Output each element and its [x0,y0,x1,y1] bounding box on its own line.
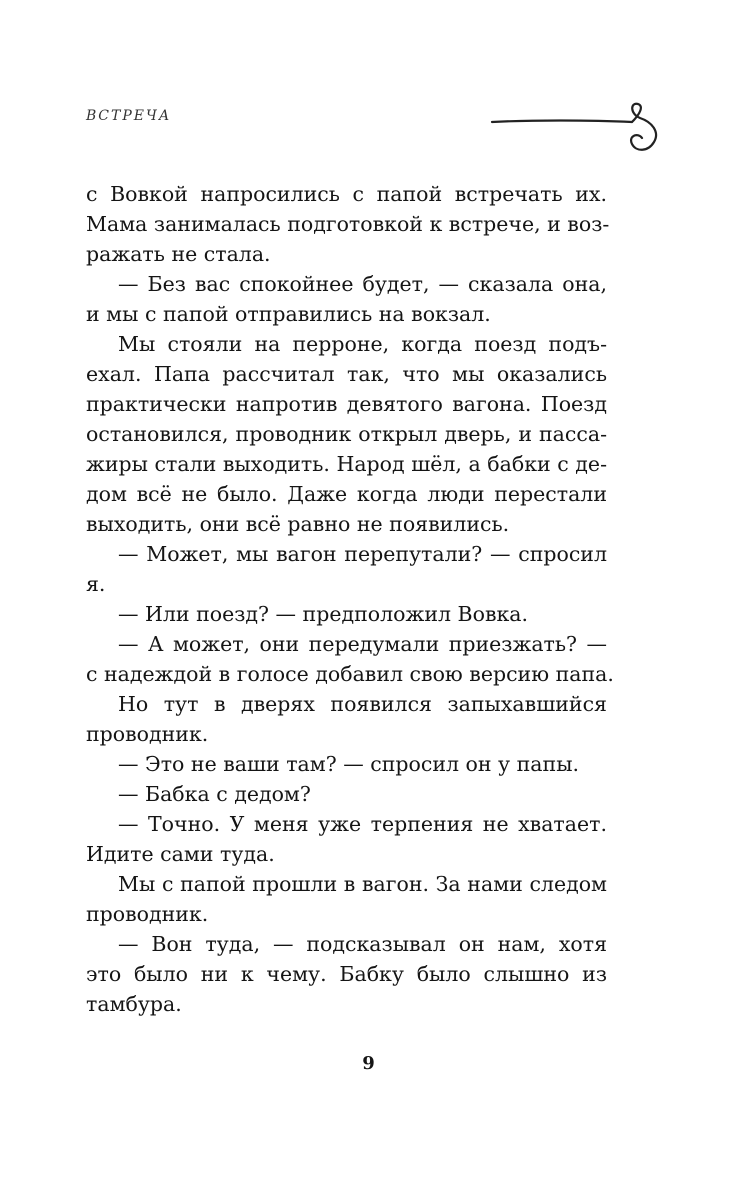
text-line: — Вон туда, — подсказывал он нам, хотя [118,932,607,956]
text-line: ражать не стала. [86,242,271,266]
text-line: тамбура. [86,992,182,1016]
text-line: — А может, они передумали приезжать? — [118,632,607,656]
text-line: Но тут в дверях появился запыхавшийся [118,692,607,716]
text-line: — Это не ваши там? — спросил он у папы. [118,752,580,776]
text-line: практически напротив девятого вагона. Поезд [86,392,607,416]
text-line: я. [86,572,106,596]
swirl-ornament-icon [490,100,670,160]
text-line: Идите сами туда. [86,842,275,866]
text-line: Мы стояли на перроне, когда поезд подъ- [118,332,607,356]
text-line: и мы с папой отправились на вокзал. [86,302,491,326]
text-line: с Вовкой напросились с папой встречать их. [86,182,607,206]
text-line: с надеждой в голосе добавил свою версию папа. [86,662,614,686]
text-line: — Может, мы вагон перепутали? — спросил [118,542,607,566]
text-line: — Или поезд? — предположил Вовка. [118,602,529,626]
text-line: — Точно. У меня уже терпения не хватает. [118,812,607,836]
text-line: остановился, проводник открыл дверь, и пасса- [86,422,607,446]
text-line: ехал. Папа рассчитал так, что мы оказались [86,362,607,386]
page-number: 9 [362,1053,375,1074]
text-line: Мама занималась подготовкой к встрече, и воз- [86,212,610,236]
text-line: проводник. [86,722,209,746]
body-text [86,179,614,1019]
text-line: — Бабка с дедом? [118,782,311,806]
text-line: выходить, они всё равно не появились. [86,512,510,536]
text-line: это было ни к чему. Бабку было слышно из [86,962,607,986]
text-line: дом всё не было. Даже когда люди перестали [86,482,607,506]
text-line: Мы с папой прошли в вагон. За нами следом [118,872,607,896]
text-line: — Без вас спокойнее будет, — сказала она, [118,272,607,296]
running-title: ВСТРЕЧА [86,108,172,124]
text-line: жиры стали выходить. Народ шёл, а бабки с де- [86,452,607,476]
text-line: проводник. [86,902,209,926]
